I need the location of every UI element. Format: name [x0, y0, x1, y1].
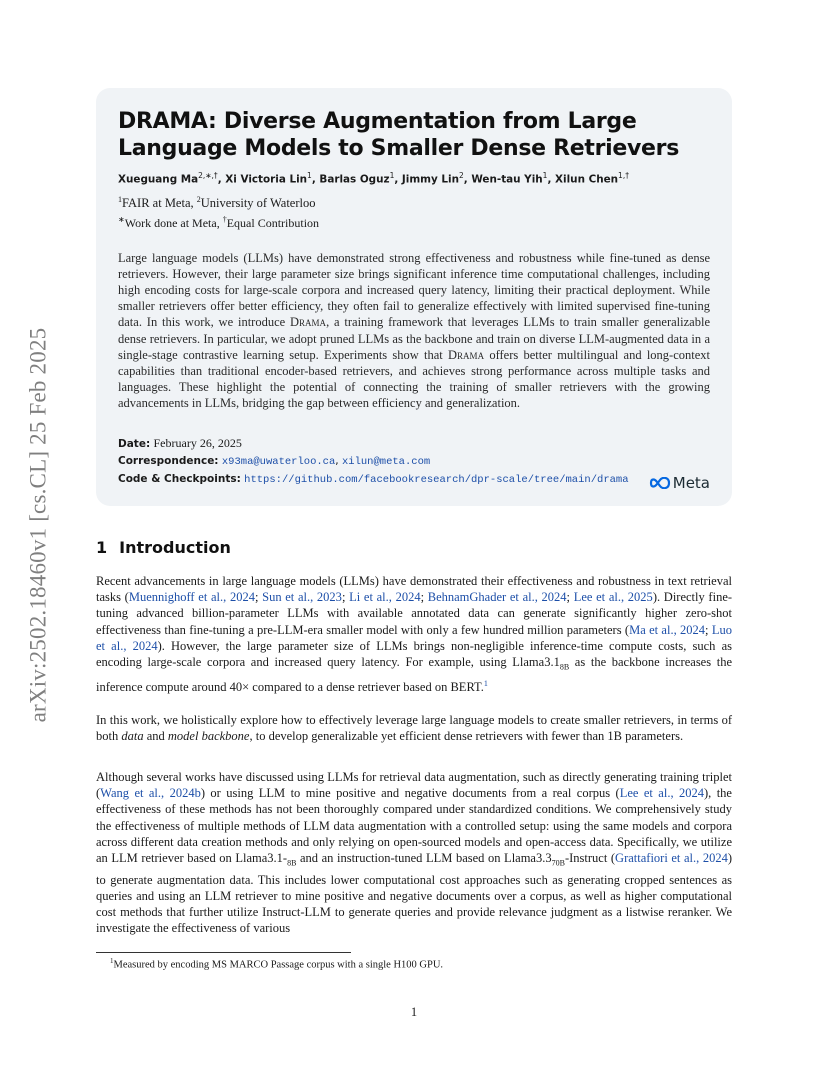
email-link[interactable]: xilun@meta.com	[341, 455, 431, 468]
citation-link[interactable]: Lee et al., 2025	[573, 590, 653, 605]
affiliations: $^1$FAIR at Meta, $^2$University of Waterloo	[118, 195, 316, 211]
author-marks: 1	[542, 171, 548, 180]
paper-title: DRAMA: Diverse Augmentation from Large Language Models to Smaller Dense Retrievers	[118, 109, 680, 161]
code-row	[118, 471, 710, 489]
citation-link[interactable]: Ma et al., 2024	[629, 622, 706, 637]
author-name: Barlas Oguz	[319, 173, 390, 186]
method-name: Drama	[448, 347, 485, 362]
intro-paragraph-3: Although several works have discussed using LLMs for retrieval data augmentation, such as directly generating training triplet (Wang et al., 2024b) or using LLM to mine positive and negative documents from a real corpus (Lee et al., 2024), the effectiveness of these methods has not been thoroughly compared under standardized conditions. We comprehensively study the effectiveness of multiple methods of LLM data augmentation with a controlled setup: using the same models and corpora across different data creation methods and only relying on open-sourced models and open-access data. Specifically, we utilize an LLM retriever based on $Llama3.1-_{8B}$ and an instruction-tuned LLM based on $Llama3.3_{70B}$-Instruct (Grattafiori et al., 2024) to generate augmentation data. This includes lower computational cost approaches such as generating cropped sentences as queries and using an LLM retriever to mine positive and negative documents over a corpus, as well as higher computational cost methods that further utilize Instruct-LLM to generate queries and provide relevance judgment as a listwise reranker. We investigate the effectiveness of various	[96, 770, 732, 936]
author-list: Xueguang $Ma^{2,∗,\dagger}$, Xi Victoria Lin$^1$, Barlas Oguz$^1$, Jimmy Lin$^2$, Wen-tau Yih$^1$, Xilun Chen$^{1,\dagger}$	[118, 171, 629, 186]
code-link[interactable]: https://github.com/facebookresearch/dpr-scale/tree/main/drama	[244, 473, 629, 486]
date-value: February 26, 2025	[153, 435, 242, 450]
footnote-ref[interactable]: 1	[483, 678, 488, 688]
footnote-text: Measured by encoding MS MARCO Passage corpus with a single H100 GPU.	[113, 959, 444, 971]
citation-link[interactable]: Lee et al., 2024	[619, 786, 704, 801]
author-marks: 2,∗,†	[198, 171, 218, 180]
citation-link[interactable]: Grattafiori et al., 2024	[615, 851, 728, 866]
author-marks: 1	[307, 171, 312, 180]
code-label: Code & Checkpoints:	[118, 472, 241, 485]
citation-link[interactable]: Muennighoff et al., 2024	[128, 590, 255, 605]
date-label: Date:	[118, 437, 151, 450]
author-marks: 1	[389, 171, 395, 180]
citation-link[interactable]: Sun et al., 2023	[262, 590, 342, 605]
footnote-divider	[96, 952, 351, 953]
intro-paragraph-2: In this work, we holistically explore how to effectively leverage large language models to create smaller retrievers, in terms of both data and model backbone, to develop generalizable yet efficient dense retrievers with fewer than 1B parameters.	[96, 713, 732, 744]
section-heading	[96, 538, 231, 557]
author-marks: 1,†	[618, 171, 629, 180]
meta-infinity-icon	[649, 477, 671, 489]
arxiv-id-text: arXiv:2502.18460v1 [cs.CL] 25 Feb 2025	[25, 327, 51, 723]
affiliation-meta: FAIR at Meta,	[122, 196, 194, 211]
page-number: 1	[410, 1005, 418, 1019]
author-name: Xueguang Ma	[118, 173, 199, 186]
author-name: Xilun Chen	[555, 173, 619, 186]
affiliation-waterloo: University of Waterloo	[200, 196, 316, 211]
citation-link[interactable]: Luo et al., 2024	[96, 622, 732, 653]
author-name: Jimmy Lin	[401, 173, 459, 186]
correspondence-row: Correspondence: x93ma@uwaterloo.ca, xilun@meta.com	[118, 454, 431, 468]
author-name: Xi Victoria Lin	[225, 173, 308, 186]
method-name: Drama	[290, 315, 327, 330]
section-number: 1	[96, 538, 108, 557]
arxiv-identifier	[18, 290, 58, 760]
citation-link[interactable]: Li et al., 2024	[349, 590, 421, 605]
contribution-notes: ∗Work done at Meta, †Equal Contribution	[118, 214, 320, 230]
header-card	[96, 88, 732, 506]
citation-link[interactable]: BehnamGhader et al., 2024	[427, 590, 567, 605]
author-name: Wen-tau Yih	[471, 173, 543, 186]
paper-metadata	[118, 435, 710, 489]
intro-paragraph-1: Recent advancements in large language models (LLMs) have demonstrated their effectiveness and robustness in text retrieval tasks (Muennighoff et al., 2024; Sun et al., 2023; Li et al., 2024; BehnamGhader et al., 2024; Lee et al., 2025). Directly fine-tuning advanced billion-parameter LLMs with available annotated data can generate significantly higher zero-shot effectiveness than fine-tuning a pre-LLM-era smaller model with only a few hundred million parameters (Ma et al., 2024; Luo et al., 2024). However, the large parameter size of LLMs brings non-negligible inference-time compute costs, such as encoding large-scale corpora and increased query latency. For example, using $Llama3.1_{8B}$ as the backbone increases the inference compute around 40× compared to a dense retriever based on BERT.$^1$	[96, 574, 733, 694]
meta-logo-text: Meta	[672, 474, 710, 492]
section-title: Introduction	[119, 538, 231, 557]
author-marks: 2	[458, 171, 464, 180]
citation-link[interactable]: Wang et al., 2024b	[100, 786, 201, 801]
abstract: Large language models (LLMs) have demonstrated strong effectiveness and robustness while fine-tuned as dense retrievers. However, their large parameter size brings significant inference time computational challenges, including high encoding costs for large-scale corpora and increased query latency, limiting their practical deployment. While smaller retrievers offer better efficiency, they often fail to generalize effectively with limited supervised fine-tuning data. In this work, we introduce Drama, a training framework that leverages LLMs to train smaller generalizable dense retrievers. In particular, we adopt pruned LLMs as the backbone and train on diverse LLM-augmented data in a single-stage contrastive learning setup. Experiments show that Drama offers better multilingual and long-context capabilities than traditional encoder-based retrievers, and achieves strong performance across multiple tasks and languages. These highlight the potential of connecting the training of smaller retrievers with the growing advancements in LLMs, bridging the gap between efficiency and generalization.	[118, 250, 711, 411]
correspondence-label: Correspondence:	[118, 454, 219, 467]
meta-logo	[649, 474, 710, 492]
email-link[interactable]: x93ma@uwaterloo.ca	[221, 455, 336, 468]
footnote: $^1$Measured by encoding MS MARCO Passage corpus with a single H100 GPU.	[110, 957, 444, 971]
date-row	[118, 435, 710, 453]
